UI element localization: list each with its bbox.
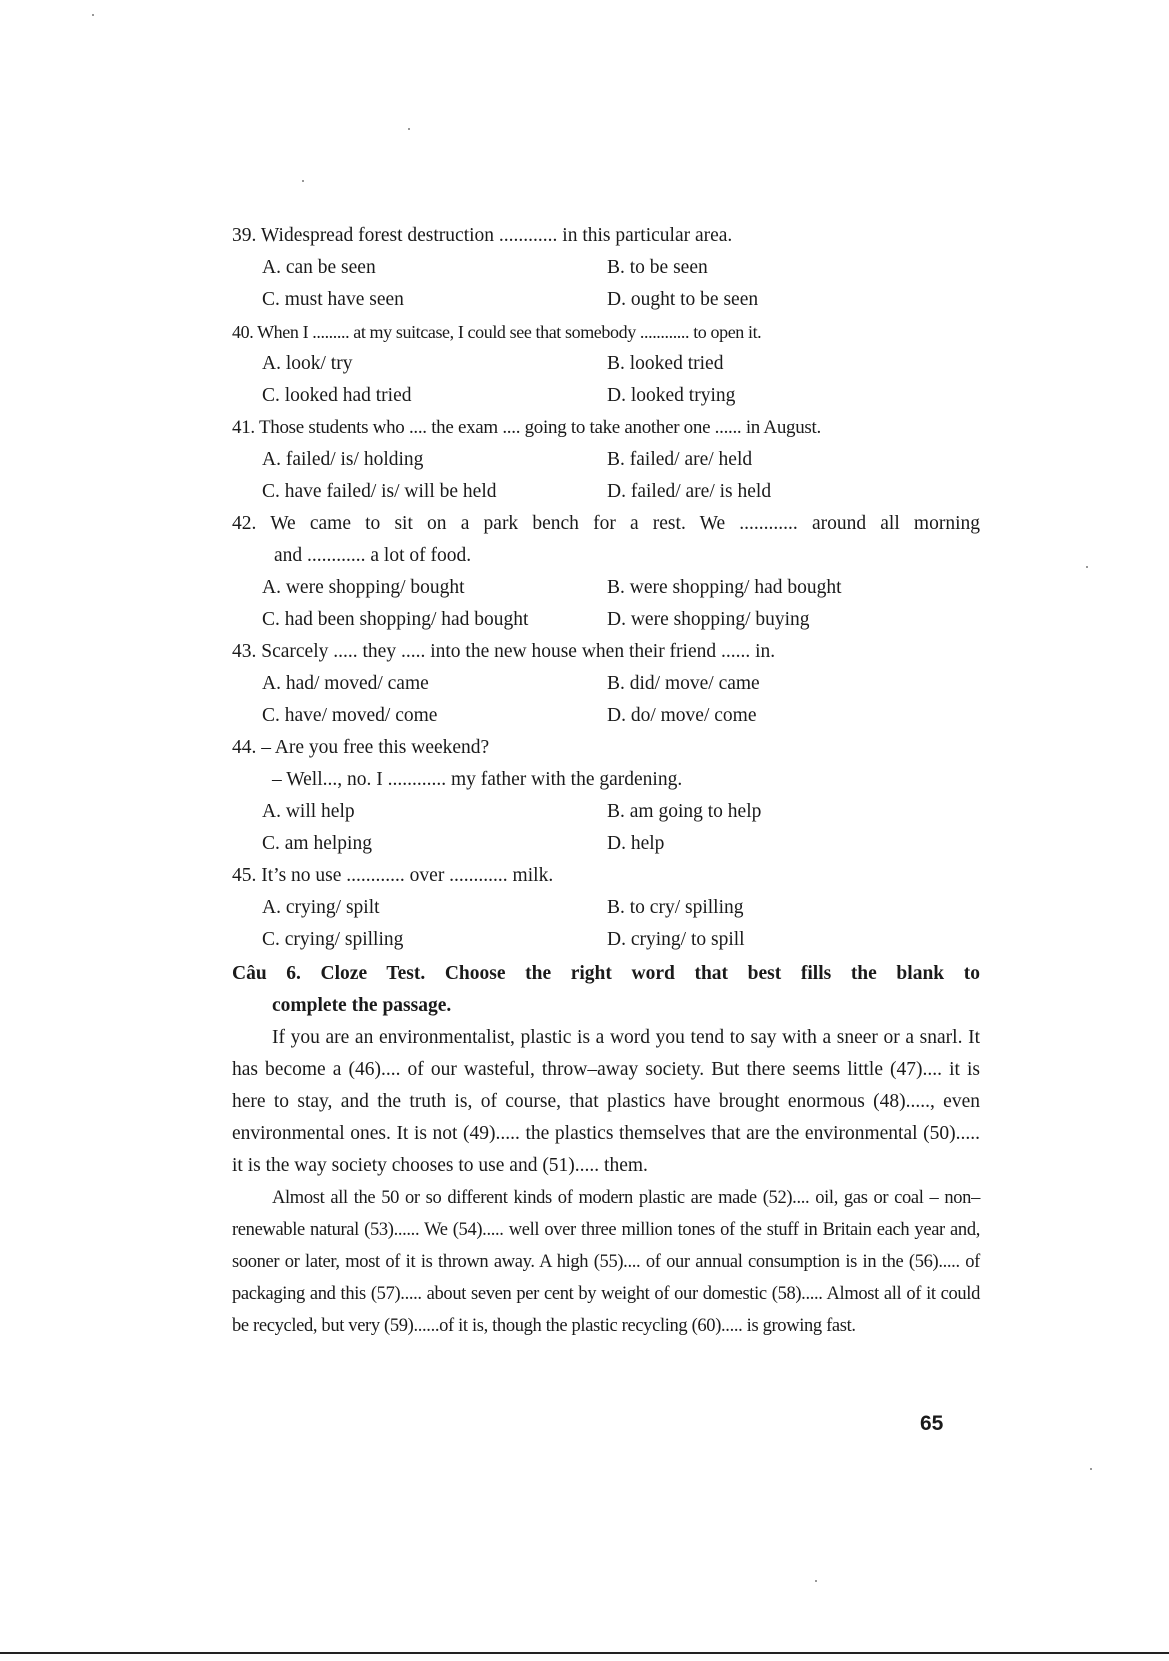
question-stem: [232, 316, 980, 348]
options-row: [232, 828, 980, 860]
question-text: Those students who .... the exam .... going to take another one ...... in August.: [258, 417, 821, 438]
question-number: 43.: [232, 641, 257, 662]
option-a: A. will help: [262, 801, 355, 822]
passage-paragraph-1: If you are an environmentalist, plastic is a word you tend to say with a sneer or a snarl. It has become a (46).... of our wasteful, throw–away society. But there seems little (47).... it is here to stay, and the truth is, of course, that plastics have brought enormous (48)....., even environmental ones. It is not (49)..... the plastics themselves that are the environmental (50)..... it is the way society chooses to use and (51)..... them.: [232, 1027, 980, 1176]
option-a: A. failed/ is/ holding: [262, 449, 424, 470]
question-stem: [232, 860, 980, 892]
option-c: C. looked had tried: [262, 385, 412, 406]
question-number: 40.: [232, 322, 254, 342]
scan-speck: [302, 180, 304, 182]
question-text: It’s no use ............ over ............ milk.: [261, 865, 554, 886]
passage-paragraph-2: Almost all the 50 or so different kinds of modern plastic are made (52).... oil, gas or coal – non–renewable natural (53)...... We (54)..... well over three million tones of the stuff in Britain each year and, sooner or later, most of it is thrown away. A high (55).... of our annual consumption is in the (56)..... of packaging and this (57)..... about seven per cent by weight of our domestic (58)..... Almost all of it could be recycled, but very (59)......of it is, though the plastic recycling (60)..... is growing fast.: [232, 1188, 980, 1336]
question-44: [232, 732, 980, 860]
question-stem: [232, 508, 980, 540]
options-row: [232, 252, 980, 284]
option-b: B. did/ move/ came: [607, 673, 760, 694]
options-row: [232, 572, 980, 604]
options-row: [232, 348, 980, 380]
question-text: We came to sit on a park bench for a rest. We ............ around all morning: [270, 513, 980, 534]
option-b: B. failed/ are/ held: [607, 449, 753, 470]
options-row: [232, 444, 980, 476]
question-number: 41.: [232, 417, 255, 438]
question-43: [232, 636, 980, 732]
question-42: [232, 508, 980, 636]
options-row: [232, 892, 980, 924]
options-row: [232, 476, 980, 508]
section-heading: [232, 958, 980, 1022]
options-row: [232, 284, 980, 316]
option-b: B. were shopping/ had bought: [607, 577, 842, 598]
option-b: B. am going to help: [607, 801, 762, 822]
option-a: A. look/ try: [262, 353, 353, 374]
options-row: [232, 796, 980, 828]
option-a: A. had/ moved/ came: [262, 673, 429, 694]
question-40: [232, 316, 980, 412]
option-b: B. to cry/ spilling: [607, 897, 744, 918]
option-c: C. have/ moved/ come: [262, 705, 438, 726]
page-content: [232, 220, 980, 1342]
question-stem: [232, 220, 980, 252]
question-number: 42.: [232, 513, 257, 534]
question-continuation: and ............ a lot of food.: [274, 545, 472, 566]
question-text: – Are you free this weekend?: [261, 737, 490, 758]
section-heading-line-2: complete the passage.: [272, 995, 452, 1016]
option-b: B. looked tried: [607, 353, 724, 374]
scan-speck: [408, 128, 410, 130]
question-number: 39.: [232, 225, 257, 246]
question-stem: [232, 636, 980, 668]
scan-speck: [815, 1580, 817, 1582]
option-a: A. were shopping/ bought: [262, 577, 465, 598]
question-number: 45.: [232, 865, 257, 886]
option-c: C. must have seen: [262, 289, 404, 310]
options-row: [232, 700, 980, 732]
question-stem: [232, 412, 980, 444]
option-c: C. had been shopping/ had bought: [262, 609, 529, 630]
question-number: 44.: [232, 737, 257, 758]
question-text: Scarcely ..... they ..... into the new house when their friend ...... in.: [261, 641, 776, 662]
options-row: [232, 924, 980, 956]
options-row: [232, 380, 980, 412]
option-a: A. crying/ spilt: [262, 897, 380, 918]
option-d: D. looked trying: [607, 385, 736, 406]
option-d: D. ought to be seen: [607, 289, 759, 310]
options-row: [232, 668, 980, 700]
option-d: D. were shopping/ buying: [607, 609, 810, 630]
option-b: B. to be seen: [607, 257, 708, 278]
section-heading-line-1: Câu 6. Cloze Test. Choose the right word that best fills the blank to: [232, 963, 980, 984]
page-number: 65: [920, 1412, 944, 1435]
option-d: D. do/ move/ come: [607, 705, 757, 726]
option-c: C. am helping: [262, 833, 372, 854]
options-row: [232, 604, 980, 636]
scan-speck: [92, 14, 94, 16]
question-text: When I ......... at my suitcase, I could see that somebody ............ to open it.: [257, 322, 762, 342]
option-d: D. crying/ to spill: [607, 929, 745, 950]
option-c: C. crying/ spilling: [262, 929, 404, 950]
option-a: A. can be seen: [262, 257, 376, 278]
option-d: D. failed/ are/ is held: [607, 481, 772, 502]
scan-speck: [1086, 566, 1088, 568]
question-45: [232, 860, 980, 956]
question-39: [232, 220, 980, 316]
option-d: D. help: [607, 833, 665, 854]
option-c: C. have failed/ is/ will be held: [262, 481, 497, 502]
question-continuation: – Well..., no. I ............ my father with the gardening.: [272, 769, 683, 790]
question-stem: [232, 732, 980, 764]
bottom-edge-line: [0, 1652, 1169, 1654]
question-text: Widespread forest destruction ............ in this particular area.: [260, 225, 733, 246]
scan-speck: [1090, 1468, 1092, 1470]
question-41: [232, 412, 980, 508]
